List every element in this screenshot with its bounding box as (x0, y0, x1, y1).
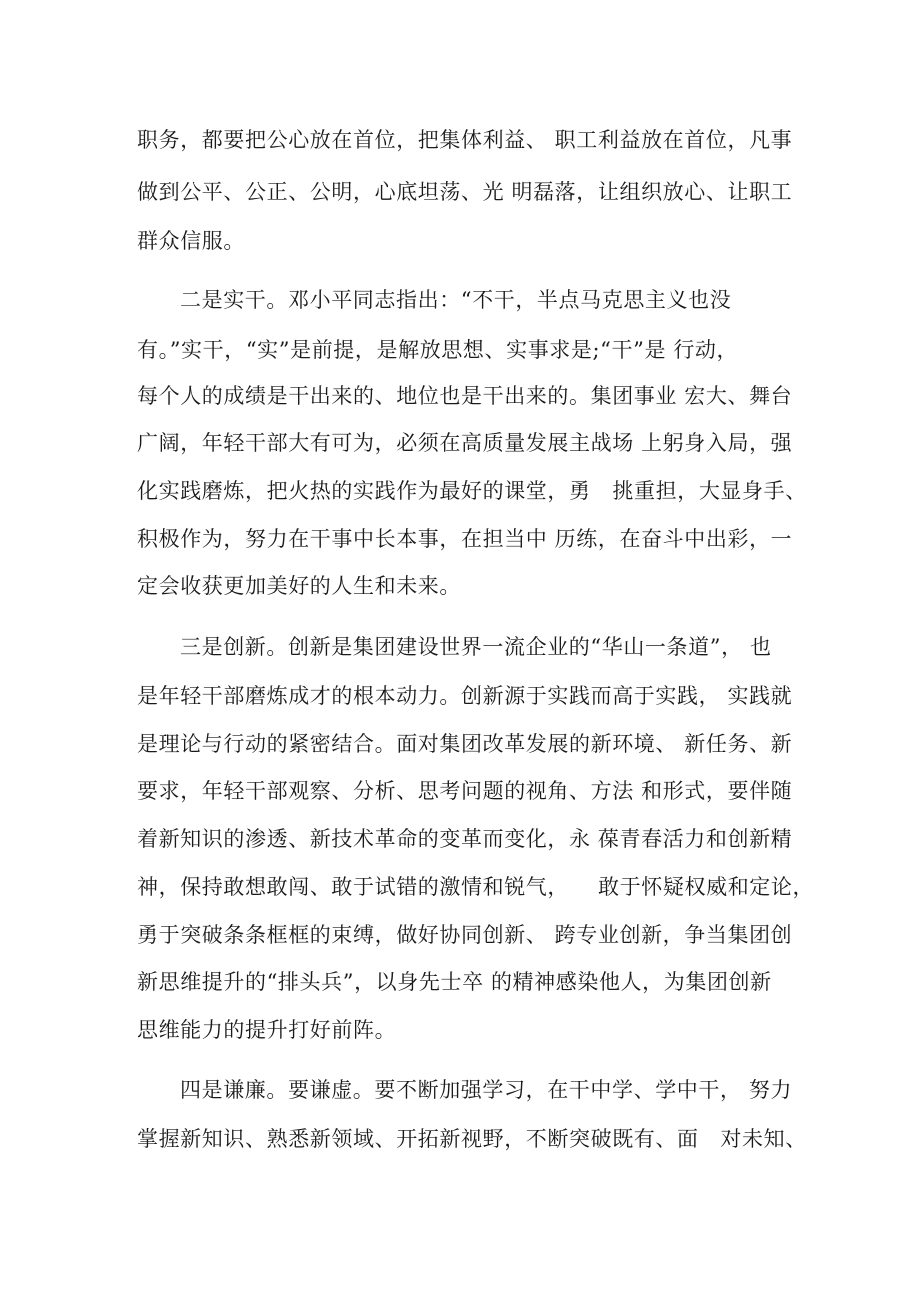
text-line: 掌握新知识、熟悉新领域、开拓新视野，不断突破既有、面 对未知、 (137, 1127, 807, 1151)
text-line: 三是创新。创新是集团建设世界一流企业的“华山一条道”， 也 (180, 635, 772, 659)
text-line: 二是实干。邓小平同志指出：“不干，半点马克思主义也没 (180, 288, 732, 312)
text-line: 定会收获更加美好的人生和未来。 (137, 574, 461, 598)
text-line: 做到公平、公正、公明，心底坦荡、光 明磊落，让组织放心、让职工 (137, 180, 793, 204)
text-line: 四是谦廉。要谦虚。要不断加强学习，在干中学、学中干， 努力 (180, 1078, 793, 1102)
text-line: 广阔，年轻干部大有可为，必须在高质量发展主战场 上躬身入局，强 (137, 431, 793, 455)
text-line: 神，保持敢想敢闯、敢于试错的激情和锐气， 敢于怀疑权威和定论， (137, 875, 815, 899)
text-line: 职务，都要把公心放在首位，把集体利益、 职工利益放在首位，凡事 (137, 128, 793, 152)
text-line: 是年轻干部磨炼成才的根本动力。创新源于实践而高于实践， 实践就 (137, 684, 793, 708)
text-line: 积极作为，努力在干事中长本事，在担当中 历练，在奋斗中出彩，一 (137, 527, 793, 551)
text-line: 每个人的成绩是干出来的、地位也是干出来的。集团事业 宏大、舞台 (137, 384, 793, 408)
text-line: 有。”实干，“实”是前提，是解放思想、实事求是;“干”是 行动， (137, 338, 739, 362)
text-line: 群众信服。 (137, 229, 245, 253)
text-line: 着新知识的渗透、新技术革命的变革而变化，永 葆青春活力和创新精 (137, 827, 793, 851)
text-line: 思维能力的提升打好前阵。 (137, 1018, 397, 1042)
text-line: 要求，年轻干部观察、分析、思考问题的视角、方法 和形式，要伴随 (137, 779, 793, 803)
text-line: 化实践磨炼，把火热的实践作为最好的课堂，勇 挑重担，大显身手、 (137, 479, 807, 503)
text-line: 是理论与行动的紧密结合。面对集团改革发展的新环境、 新任务、新 (137, 732, 793, 756)
text-line: 勇于突破条条框框的束缚，做好协同创新、 跨专业创新，争当集团创 (137, 923, 793, 947)
text-line: 新思维提升的“排头兵”，以身先士卒 的精神感染他人，为集团创新 (137, 970, 772, 994)
